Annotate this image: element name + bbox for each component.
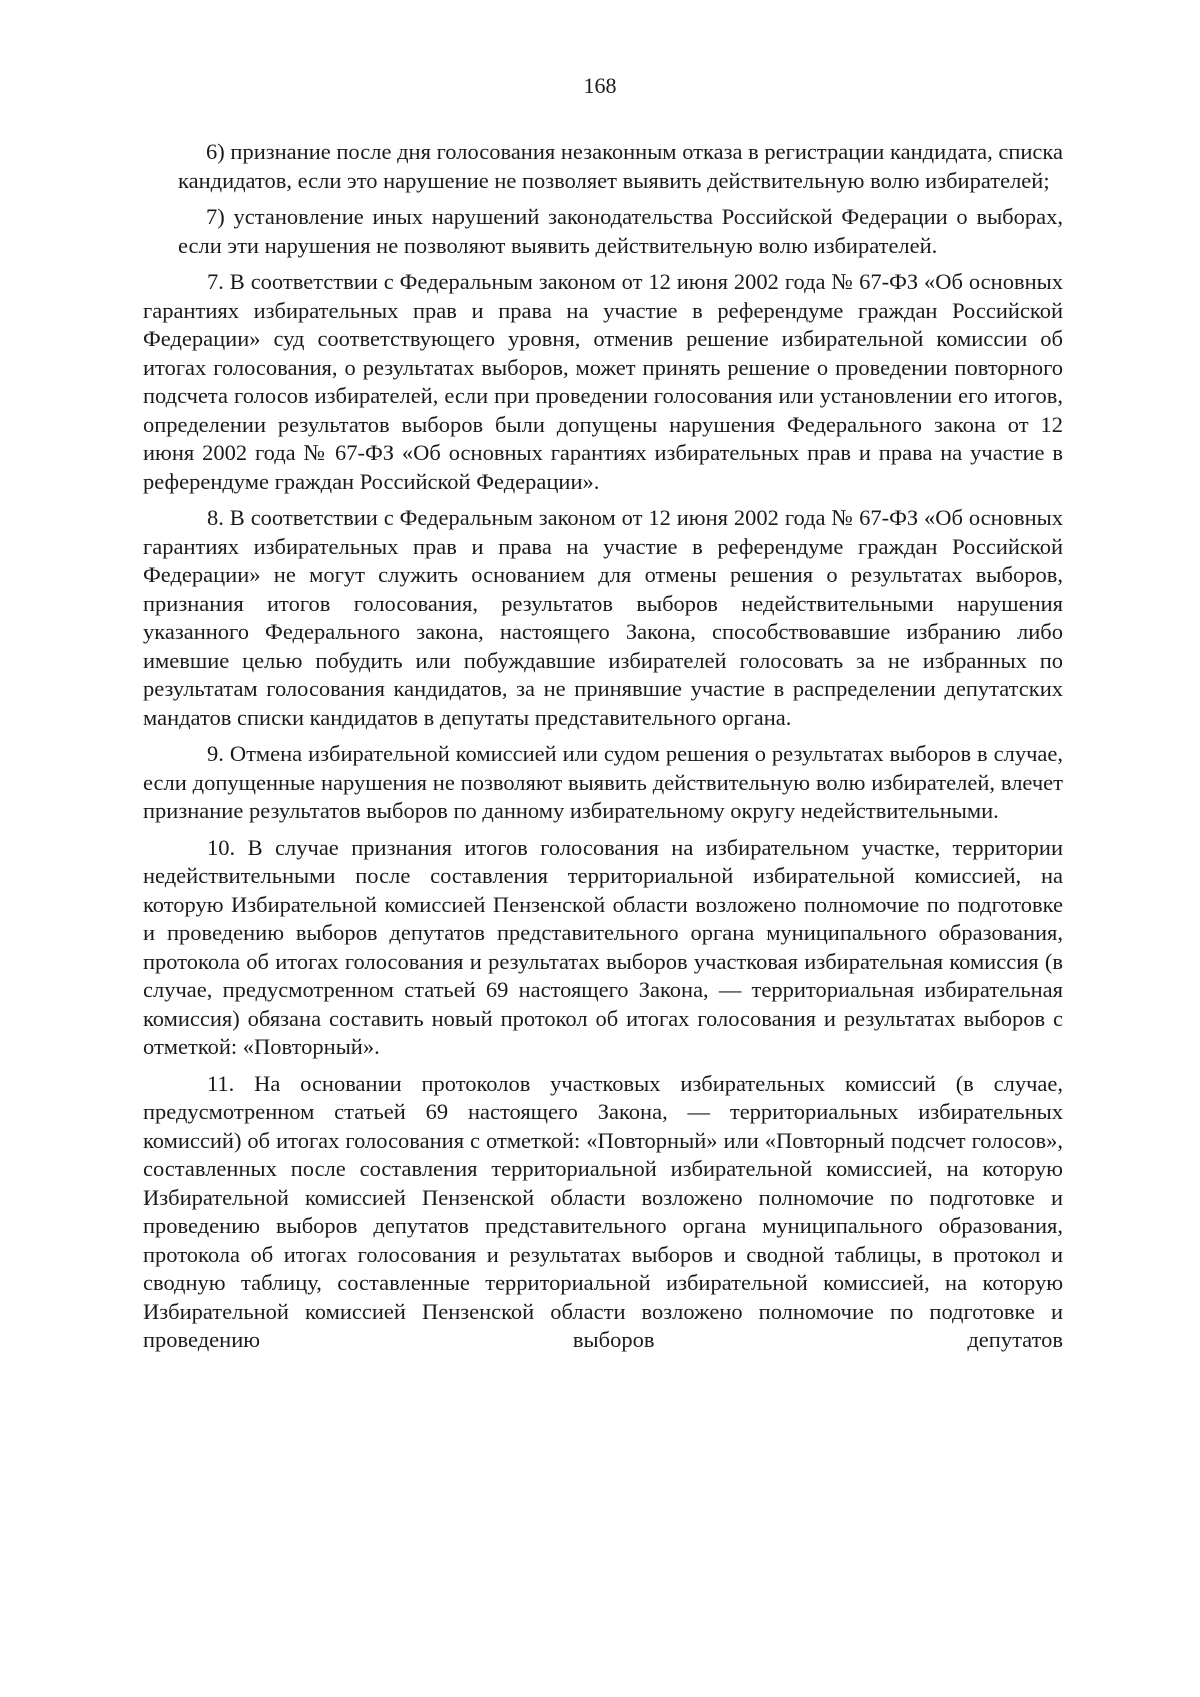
paragraph-clause-8: 8. В соответствии с Федеральным законом от 12 июня 2002 года № 67-ФЗ «Об основных гарантиях избирательных прав и права на участие в референдуме граждан Российской Федерации» не могут служить основанием для отмены решения о результатах выборов, признания итогов голосования, результатов выборов недействительными нарушения указанного Федерального закона, настоящего Закона, способствовавшие избранию либо имевшие целью побудить или побуждавшие избирателей голосовать за не избранных по результатам голосования кандидатов, за не принявшие участие в распределении депутатских мандатов списки кандидатов в депутаты представительного органа. bbox=[143, 505, 1063, 730]
document-body bbox=[143, 138, 1063, 1355]
paragraph-subitem-7: 7) установление иных нарушений законодательства Российской Федерации о выборах, если эти нарушения не позволяют выявить действительную волю избирателей. bbox=[178, 204, 1063, 258]
paragraph-clause-9: 9. Отмена избирательной комиссией или судом решения о результатах выборов в случае, если допущенные нарушения не позволяют выявить действительную волю избирателей, влечет признание результатов выборов по данному избирательному округу недействительными. bbox=[143, 741, 1063, 823]
paragraph-subitem-6: 6) признание после дня голосования незаконным отказа в регистрации кандидата, списка кандидатов, если это нарушение не позволяет выявить действительную волю избирателей; bbox=[178, 139, 1063, 193]
page-number: 168 bbox=[583, 73, 617, 98]
paragraph-clause-11: 11. На основании протоколов участковых избирательных комиссий (в случае, предусмотренном статьей 69 настоящего Закона, — территориальных избирательных комиссий) об итогах голосования с отметкой: «Повторный» или «Повторный подсчет голосов», составленных после составления территориальной избирательной комиссией, на которую Избирательной комиссией Пензенской области возложено полномочие по подготовке и проведению выборов депутатов представительного органа муниципального образования, протокола об итогах голосования и результатах выборов и сводной таблицы, в протокол и сводную таблицу, составленные территориальной избирательной комиссией, на которую Избирательной комиссией Пензенской области возложено полномочие по подготовке и проведению выборов депутатов bbox=[143, 1070, 1063, 1352]
paragraph-clause-7: 7. В соответствии с Федеральным законом от 12 июня 2002 года № 67-ФЗ «Об основных гарантиях избирательных прав и права на участие в референдуме граждан Российской Федерации» суд соответствующего уровня, отменив решение избирательной комиссии об итогах голосования, о результатах выборов, может принять решение о проведении повторного подсчета голосов избирателей, если при проведении голосования или установлении его итогов, определении результатов выборов были допущены нарушения Федерального закона от 12 июня 2002 года № 67-ФЗ «Об основных гарантиях избирательных прав и права на участие в референдуме граждан Российской Федерации». bbox=[143, 269, 1063, 494]
paragraph-clause-10: 10. В случае признания итогов голосования на избирательном участке, территории недействительными после составления территориальной избирательной комиссией, на которую Избирательной комиссией Пензенской области возложено полномочие по подготовке и проведению выборов депутатов представительного органа муниципального образования, протокола об итогах голосования и результатах выборов участковая избирательная комиссия (в случае, предусмотренном статьей 69 настоящего Закона, — территориальная избирательная комиссия) обязана составить новый протокол об итогах голосования и результатах выборов с отметкой: «Повторный». bbox=[143, 834, 1063, 1059]
